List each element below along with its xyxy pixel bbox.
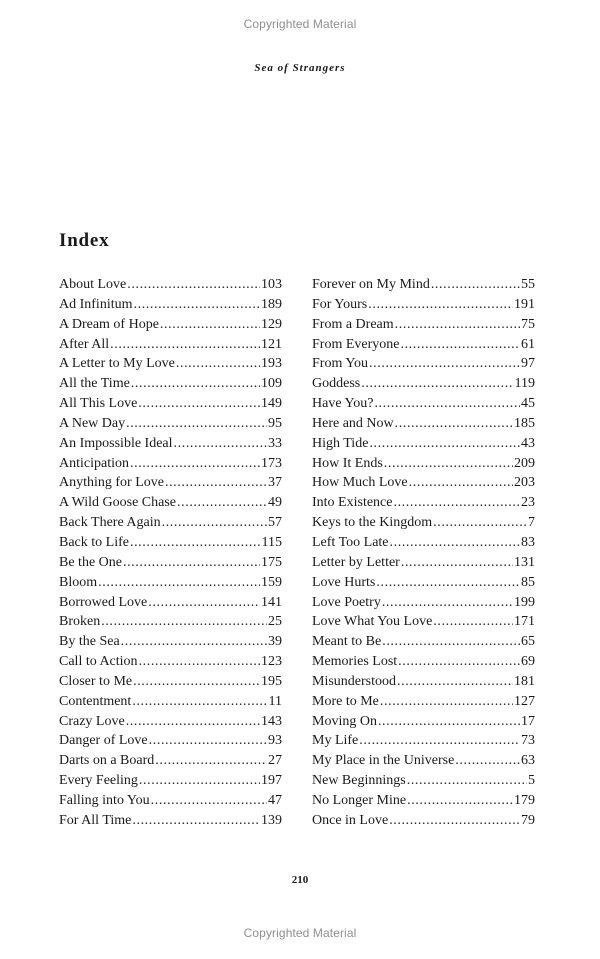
index-entry-page: 127 (514, 693, 535, 709)
index-entry-title: Crazy Love (59, 713, 125, 729)
dot-leader (369, 354, 520, 374)
index-entry-title: A Wild Goose Chase (59, 495, 177, 511)
index-entry-page: 189 (261, 296, 282, 312)
index-entry-title: Borrowed Love (59, 594, 148, 610)
index-entry (312, 573, 535, 593)
index-entry (59, 275, 282, 295)
index-entry (59, 553, 282, 573)
dot-leader (126, 712, 260, 732)
index-entry (59, 394, 282, 414)
dot-leader (131, 374, 260, 394)
index-column-left (59, 275, 282, 831)
dot-leader (401, 553, 513, 573)
index-entry-page: 47 (268, 792, 282, 808)
index-entry-title: Broken (59, 614, 101, 630)
index-entry (312, 275, 535, 295)
index-entry (59, 573, 282, 593)
dot-leader (132, 811, 260, 831)
index-entry (312, 533, 535, 553)
index-entry-page: 83 (521, 534, 535, 550)
index-entry-page: 85 (521, 574, 535, 590)
dot-leader (433, 612, 513, 632)
index-entry-title: Bloom (59, 574, 98, 590)
index-entry-page: 179 (514, 792, 535, 808)
index-entry (312, 434, 535, 454)
index-entry-title: Back There Again (59, 515, 161, 531)
dot-leader (409, 473, 513, 493)
dot-leader (380, 692, 513, 712)
index-entry-title: Falling into You (59, 792, 150, 808)
index-entry-page: 203 (514, 475, 535, 491)
index-entry-title: How Much Love (312, 475, 408, 491)
index-entry (312, 315, 535, 335)
index-entry (59, 811, 282, 831)
dot-leader (110, 335, 260, 355)
index-entry (59, 374, 282, 394)
index-column-right (312, 275, 535, 831)
dot-leader (177, 493, 267, 513)
index-entry-title: All the Time (59, 376, 130, 392)
dot-leader (359, 731, 520, 751)
index-entry-title: Closer to Me (59, 673, 133, 689)
index-entry-title: From Everyone (312, 336, 400, 352)
index-entry (59, 712, 282, 732)
index-entry-title: Love Poetry (312, 594, 381, 610)
index-entry-page: 181 (514, 673, 535, 689)
index-entry (312, 454, 535, 474)
index-entry (59, 593, 282, 613)
dot-leader (431, 275, 520, 295)
dot-leader (138, 394, 260, 414)
index-entry-page: 139 (261, 812, 282, 828)
index-entry-page: 115 (261, 534, 282, 550)
dot-leader (395, 315, 520, 335)
index-entry-title: Left Too Late (312, 534, 389, 550)
index-entry-title: Anything for Love (59, 475, 164, 491)
index-entry-page: 123 (261, 654, 282, 670)
index-entry (59, 771, 282, 791)
index-entry-page: 69 (521, 654, 535, 670)
index-entry (59, 652, 282, 672)
dot-leader (433, 513, 527, 533)
index-entry-title: Moving On (312, 713, 377, 729)
dot-leader (407, 771, 527, 791)
index-entry-title: From You (312, 356, 369, 372)
index-entry (312, 374, 535, 394)
index-entry-page: 185 (514, 415, 535, 431)
index-entry (312, 335, 535, 355)
index-entry-page: 175 (261, 554, 282, 570)
index-entry (59, 731, 282, 751)
index-entry-title: A Letter to My Love (59, 356, 175, 372)
index-entry-page: 65 (521, 634, 535, 650)
index-entry-page: 119 (514, 376, 535, 392)
index-entry-title: Meant to Be (312, 634, 382, 650)
index-entry (59, 513, 282, 533)
dot-leader (134, 295, 261, 315)
index-entry-title: Have You? (312, 396, 374, 412)
index-entry-title: Misunderstood (312, 673, 396, 689)
index-entry-title: Every Feeling (59, 773, 138, 789)
dot-leader (389, 811, 520, 831)
index-entry (312, 731, 535, 751)
index-entry-page: 103 (261, 277, 282, 292)
index-entry-page: 199 (514, 594, 535, 610)
index-entry-page: 49 (268, 495, 282, 511)
index-entry-page: 195 (261, 673, 282, 689)
dot-leader (130, 454, 260, 474)
index-entry-title: Back to Life (59, 534, 129, 550)
dot-leader (382, 632, 520, 652)
index-entry (59, 612, 282, 632)
index-entry-page: 95 (268, 415, 282, 431)
dot-leader (397, 672, 513, 692)
index-entry (59, 751, 282, 771)
index-entry-page: 93 (268, 733, 282, 749)
index-entry-title: Call to Action (59, 654, 138, 670)
index-entry-title: My Life (312, 733, 359, 749)
index-entry-title: Here and Now (312, 415, 394, 431)
dot-leader (376, 573, 520, 593)
index-entry-page: 209 (514, 455, 535, 471)
index-entry-page: 143 (261, 713, 282, 729)
index-entry-page: 141 (261, 594, 282, 610)
index-entry-page: 63 (521, 753, 535, 769)
index-entry-page: 61 (521, 336, 535, 352)
index-entry-title: All This Love (59, 396, 138, 412)
index-entry (59, 295, 282, 315)
index-entry (59, 335, 282, 355)
dot-leader (395, 414, 513, 434)
dot-leader (123, 553, 260, 573)
dot-leader (400, 335, 520, 355)
index-entry-page: 25 (268, 614, 282, 630)
dot-leader (382, 593, 513, 613)
index-entry-title: A New Day (59, 415, 126, 431)
index-entry-title: High Tide (312, 435, 369, 451)
index-entry-page: 17 (521, 713, 535, 729)
index-entry-page: 171 (514, 614, 535, 630)
index-entry-title: Darts on a Board (59, 753, 155, 769)
dot-leader (361, 374, 513, 394)
index-entry-title: From a Dream (312, 316, 394, 332)
index-entry (59, 454, 282, 474)
index-entry (59, 632, 282, 652)
dot-leader (101, 612, 267, 632)
copyright-watermark-top: Copyrighted Material (243, 17, 357, 31)
index-entry-page: 97 (521, 356, 535, 372)
index-entry-title: Memories Lost (312, 654, 398, 670)
running-head: Sea of Strangers (254, 62, 346, 74)
dot-leader (407, 791, 513, 811)
dot-leader (384, 454, 513, 474)
index-entry (312, 811, 535, 831)
dot-leader (149, 731, 267, 751)
index-entry-title: Keys to the Kingdom (312, 515, 433, 531)
index-entry-page: 23 (521, 495, 535, 511)
index-entry-page: 33 (268, 435, 282, 451)
index-entry-title: Once in Love (312, 812, 389, 828)
dot-leader (368, 295, 513, 315)
index-entry (312, 652, 535, 672)
index-entry-title: For All Time (59, 812, 132, 828)
index-entry (59, 473, 282, 493)
dot-leader (374, 394, 520, 414)
index-entry (59, 672, 282, 692)
index-entry-title: Goddess (312, 376, 361, 392)
dot-leader (162, 513, 267, 533)
dot-leader (139, 652, 260, 672)
index-entry (312, 473, 535, 493)
dot-leader (398, 652, 520, 672)
index-entry (312, 513, 535, 533)
dot-leader (133, 672, 260, 692)
index-entry (312, 414, 535, 434)
index-entry (59, 533, 282, 553)
index-entry-page: 73 (521, 733, 535, 749)
index-entry-page: 7 (528, 515, 535, 531)
dot-leader (139, 771, 260, 791)
index-entry (312, 791, 535, 811)
index-entry-title: Be the One (59, 554, 122, 570)
dot-leader (132, 692, 267, 712)
index-entry (59, 434, 282, 454)
index-entry-title: My Place in the Universe (312, 753, 455, 769)
index-entry-title: More to Me (312, 693, 379, 709)
index-title: Index (59, 230, 110, 251)
index-entry-page: 129 (261, 316, 282, 332)
dot-leader (176, 354, 260, 374)
index-entry (59, 791, 282, 811)
index-entry-title: Contentment (59, 693, 132, 709)
index-entry (312, 751, 535, 771)
dot-leader (165, 473, 267, 493)
index-entry-title: Into Existence (312, 495, 393, 511)
index-entry (59, 315, 282, 335)
index-entry-page: 159 (261, 574, 282, 590)
index-entry-title: Love Hurts (312, 574, 376, 590)
index-entry-page: 121 (261, 336, 282, 352)
index-entry (312, 593, 535, 613)
index-entry-page: 197 (261, 773, 282, 789)
index-entry (59, 414, 282, 434)
index-entry (312, 394, 535, 414)
page-number: 210 (291, 874, 309, 886)
index-entry-page: 79 (521, 812, 535, 828)
dot-leader (378, 712, 520, 732)
index-entry-page: 39 (268, 634, 282, 650)
index-entry (312, 553, 535, 573)
dot-leader (151, 791, 267, 811)
index-entry-title: Anticipation (59, 455, 129, 471)
index-entry-page: 173 (261, 455, 282, 471)
dot-leader (121, 632, 267, 652)
dot-leader (393, 493, 520, 513)
index-entry-page: 75 (521, 316, 535, 332)
index-entry-page: 131 (514, 554, 535, 570)
dot-leader (127, 275, 260, 295)
index-entry-page: 149 (261, 396, 282, 412)
index-entry-title: New Beginnings (312, 773, 406, 789)
index-entry-page: 191 (514, 296, 535, 312)
index-entry-title: Letter by Letter (312, 554, 400, 570)
dot-leader (455, 751, 520, 771)
index-entry (312, 692, 535, 712)
dot-leader (369, 434, 520, 454)
index-entry (312, 712, 535, 732)
index-entry (59, 692, 282, 712)
index-entry-title: After All (59, 336, 110, 352)
index-entry-title: About Love (59, 277, 127, 292)
dot-leader (155, 751, 267, 771)
index-entry (312, 771, 535, 791)
index-entry (59, 354, 282, 374)
index-entry (312, 672, 535, 692)
dot-leader (390, 533, 520, 553)
index-entry-page: 109 (261, 376, 282, 392)
dot-leader (126, 414, 267, 434)
index-entry (312, 493, 535, 513)
index-entry-title: By the Sea (59, 634, 120, 650)
index-entry (312, 354, 535, 374)
index-entry-page: 5 (528, 773, 535, 789)
index-entry-title: Ad Infinitum (59, 296, 133, 312)
index-entry-title: No Longer Mine (312, 792, 407, 808)
index-entry-page: 37 (268, 475, 282, 491)
index-entry-title: Forever on My Mind (312, 277, 430, 292)
index-entry (312, 295, 535, 315)
copyright-watermark-bottom: Copyrighted Material (243, 926, 357, 940)
index-entry-page: 27 (268, 753, 282, 769)
index-entry-title: Love What You Love (312, 614, 433, 630)
index-entry-title: Danger of Love (59, 733, 148, 749)
index-entry-page: 45 (521, 396, 535, 412)
dot-leader (160, 315, 260, 335)
dot-leader (130, 533, 261, 553)
dot-leader (174, 434, 267, 454)
index-entry-title: A Dream of Hope (59, 316, 159, 332)
index-entry (59, 493, 282, 513)
index-entry-page: 43 (521, 435, 535, 451)
index-entry (312, 612, 535, 632)
index-entry-page: 55 (521, 277, 535, 292)
dot-leader (98, 573, 260, 593)
index-entry-title: How It Ends (312, 455, 383, 471)
index-entry-page: 193 (261, 356, 282, 372)
index-entry (312, 632, 535, 652)
index-entry-title: For Yours (312, 296, 368, 312)
index-entry-page: 11 (268, 693, 282, 709)
dot-leader (148, 593, 260, 613)
index-entry-page: 57 (268, 515, 282, 531)
index-entry-title: An Impossible Ideal (59, 435, 173, 451)
